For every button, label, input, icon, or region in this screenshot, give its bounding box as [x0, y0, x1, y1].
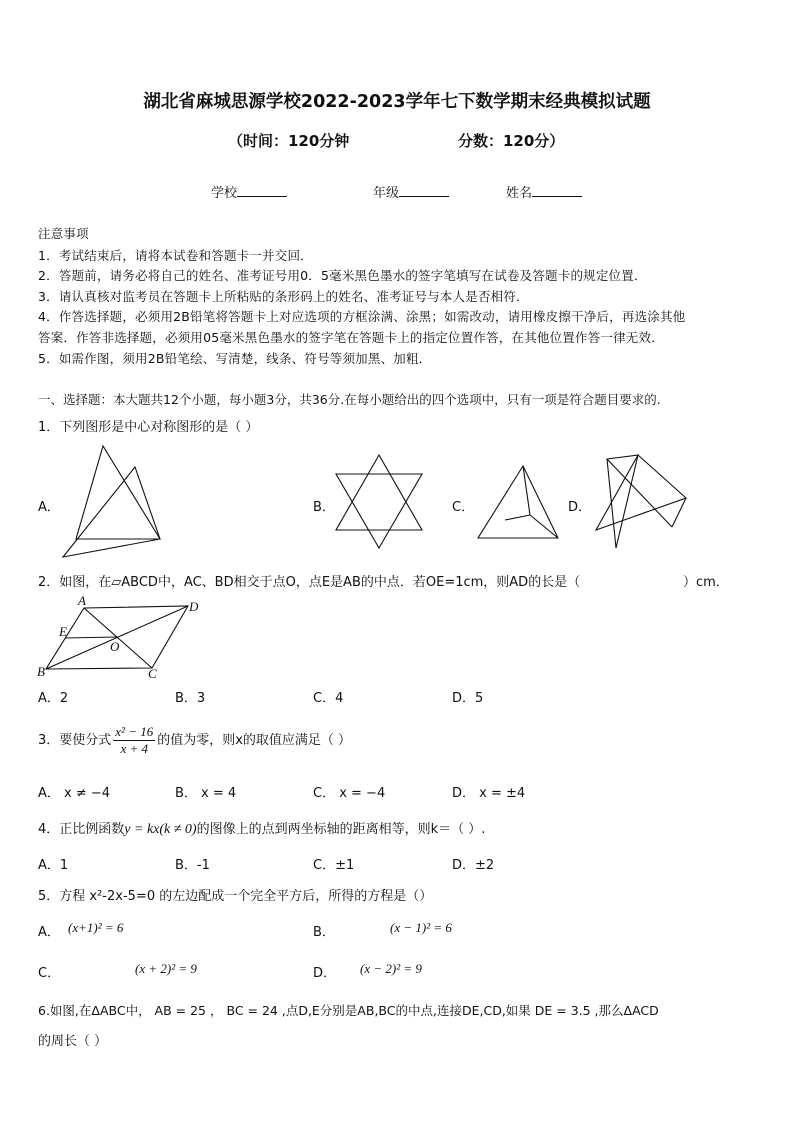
question-5-stem: 5．方程 x²-2x-5=0 的左边配成一个完全平方后，所得的方程是（） [38, 889, 433, 904]
school-label: 学校 [211, 186, 238, 201]
q4-option-d: D．±2 [452, 858, 495, 873]
q5-option-c-label: C． [38, 966, 61, 981]
question-2-stem-a: 2．如图，在▱ABCD中，AC、BD相交于点O，点E是AB的中点．若OE=1cm，则AD的长是（ [38, 575, 581, 590]
q5-option-a-label: A． [38, 925, 60, 940]
note-item: 4．作答选择题，必须用2B铅笔将答题卡上对应选项的方框涂满、涂黑；如需改动，请用橡皮擦干净后，再选涂其他 [38, 309, 686, 324]
section-heading: 一、选择题：本大题共12个小题，每小题3分，共36分.在每小题给出的四个选项中，只有一项是符合题目要求的. [38, 392, 661, 407]
q5-option-d: (x − 2)² = 9 [360, 961, 422, 976]
label-d: D [189, 599, 199, 614]
q3-stem-a: 3．要使分式 [38, 733, 112, 748]
q5-option-d-label: D． [313, 966, 337, 981]
label-b: B [37, 664, 45, 679]
notes-heading: 注意事项 [38, 226, 89, 241]
exam-time: （时间：120分钟 [228, 132, 350, 150]
question-3-stem [38, 724, 351, 757]
q2-option-a: A．2 [38, 691, 69, 706]
diagonal-ac [84, 608, 152, 668]
q3-stem-b: 的值为零，则x的取值应满足（ ） [157, 733, 352, 748]
q3-option-a: A． x ≠ −4 [38, 786, 111, 801]
exam-title: 湖北省麻城思源学校2022-2023学年七下数学期末经典模拟试题 [143, 92, 651, 112]
q3-option-c: C． x = −4 [313, 786, 386, 801]
q1-option-d-label: D． [568, 500, 592, 515]
q3-denominator: x + 4 [120, 741, 149, 756]
question-2-stem-b: ）cm． [683, 575, 729, 590]
label-a: A [78, 593, 86, 608]
note-item: 3．请认真核对监考员在答题卡上所粘贴的条形码上的姓名、准考证号与本人是否相符． [38, 289, 529, 304]
note-item: 1．考试结束后，请将本试卷和答题卡一并交回． [38, 248, 313, 263]
q1-option-b-label: B． [313, 500, 335, 515]
question-6-stem-b: 的周长（ ） [38, 1034, 108, 1049]
q3-fraction [113, 724, 155, 757]
q4-option-c: C．±1 [313, 858, 355, 873]
q1-option-a-label: A． [38, 500, 60, 515]
label-e: E [59, 624, 67, 639]
q5-option-a: (x+1)² = 6 [68, 920, 124, 935]
q4-option-b: B．-1 [175, 858, 210, 873]
note-item: 答案．作答非选择题，必须用05毫米黑色墨水的签字笔在答题卡上的指定位置作答，在其他位置作答一律无效． [38, 330, 664, 345]
q3-option-b: B． x = 4 [175, 786, 237, 801]
note-item: 2．答题前，请务必将自己的姓名、准考证号用0．5毫米黑色墨水的签字笔填写在试卷及答题卡的规定位置． [38, 268, 647, 283]
question-4-stem [38, 818, 485, 838]
q5-option-c: (x + 2)² = 9 [135, 961, 197, 976]
q2-option-d: D．5 [452, 691, 484, 706]
label-o: O [110, 639, 120, 654]
q2-option-b: B．3 [175, 691, 206, 706]
q3-numerator: x² − 16 [115, 724, 154, 739]
q5-option-b: (x − 1)² = 6 [390, 920, 452, 935]
name-label: 姓名 [506, 186, 533, 201]
q2-option-c: C．4 [313, 691, 344, 706]
q4-stem-b: 的图像上的点到两坐标轴的距离相等，则k＝（ ）. [196, 822, 486, 837]
question-6-stem-a: 6.如图,在ΔABC中， AB = 25 ， BC = 24 ,点D,E分别是AB,BC的中点,连接DE,CD,如果 DE = 3.5 ,那么ΔACD [38, 1003, 659, 1018]
grade-label: 年级 [373, 186, 400, 201]
q4-option-a: A．1 [38, 858, 69, 873]
q1-option-c-label: C． [452, 500, 475, 515]
exam-score: 分数：120分） [458, 132, 565, 150]
segment-eo [65, 637, 117, 638]
q4-function: y = kx(k ≠ 0) [124, 822, 197, 837]
q4-stem-a: 4．正比例函数 [38, 822, 125, 837]
note-item: 5．如需作图，须用2B铅笔绘、写清楚，线条、符号等须加黑、加粗． [38, 351, 432, 366]
question-1-stem: 1．下列图形是中心对称图形的是（ ） [38, 420, 259, 435]
label-c: C [148, 666, 157, 681]
q5-option-b-label: B． [313, 925, 335, 940]
q3-option-d: D． x = ±4 [452, 786, 526, 801]
